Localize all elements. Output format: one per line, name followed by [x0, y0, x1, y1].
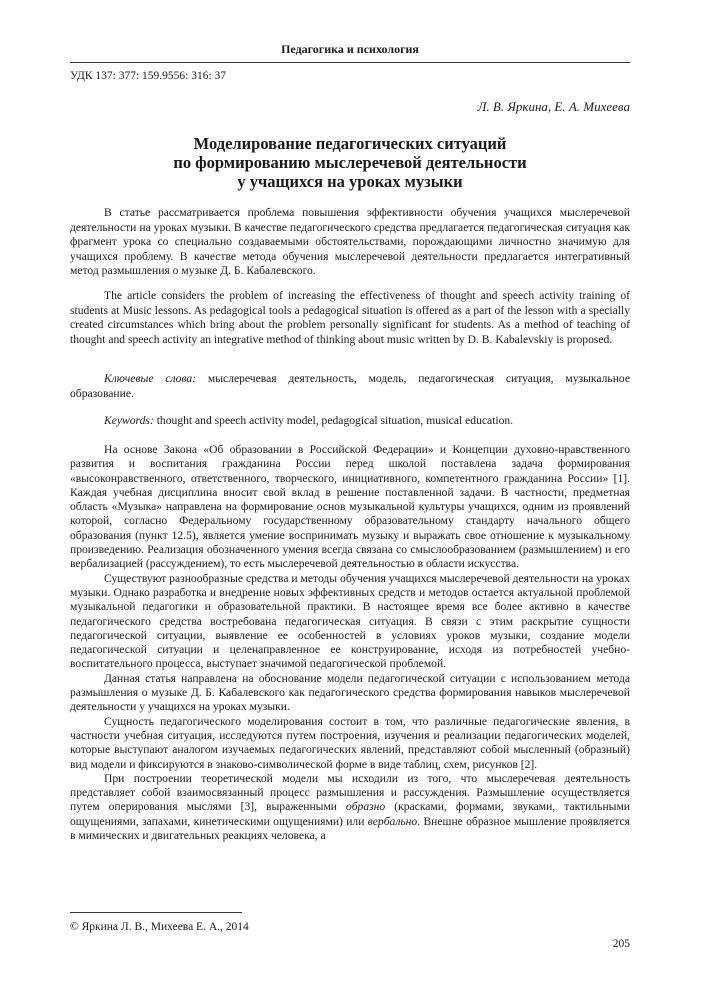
authors: Л. В. Яркина, Е. А. Михеева: [477, 99, 630, 114]
copyright-note: © Яркина Л. В., Михеева Е. А., 2014: [70, 921, 249, 933]
keywords-label: Keywords:: [104, 414, 154, 427]
text-run: При построении теоретической модели мы исходили из того, что мыслеречевая деятельность представляет собой взаимосвязанный процесс размышления и рассуждения. Размышление осуществляется путем оперирования мыслями [3], выраженными: [70, 771, 630, 814]
abstract-english: The article considers the problem of increasing the effectiveness of thought and speech activity training of students at Music lessons. As pedagogical tools a pedagogical situation is offered as a part of the lesson with a specially created circumstances which bring about the problem personally significant for students. As a method of teaching of thought and speech activity an integrative method of thinking about music written by D. B. Kabalevskiy is proposed.: [70, 289, 630, 346]
title-line: Моделирование педагогических ситуаций: [193, 134, 507, 153]
emphasis: образно: [346, 800, 386, 814]
keywords-english: [70, 414, 630, 429]
body-paragraph: [70, 772, 630, 843]
keywords-label: Ключевые слова:: [104, 372, 197, 385]
text-run: (красками, формами, звуками, тактильными ощущениями, запахами, кинетическими ощущениями) или: [70, 800, 630, 828]
abstract-russian: В статье рассматривается проблема повышения эффективности обучения учащихся мыслеречевой деятельности на уроках музыки. В качестве педагогического средства предлагается педагогическая ситуация как фрагмент урока со специально создаваемыми обстоятельствами, порождающими личностно значимую для учащихся проблему. В качестве метода обучения мыслеречевой деятельности предлагается интегративный метод размышления о музыке Д. Б. Кабалевского.: [70, 206, 630, 277]
udc-code: УДК 137: 377: 159.9556: 316: 37: [70, 70, 227, 82]
keywords-text: мыслеречевая деятельность, модель, педагогическая ситуация, музыкальное образование.: [70, 372, 630, 400]
body-paragraph: Данная статья направлена на обоснование модели педагогической ситуации с использованием метода размышления о музыке Д. Б. Кабалевского как педагогического средства формирования навыков мыслеречевой деятельности у учащихся на уроках музыки.: [70, 671, 630, 714]
text-run: . Внешне образное мышление проявляется в мимических и двигательных реакциях человека, а: [70, 814, 630, 843]
body-paragraph: Существуют разнообразные средства и методы обучения учащихся мыслеречевой деятельности на уроках музыки. Однако разработка и внедрение новых эффективных средств и методов остается актуальной проблемой музыкальной педагогики и образовательной практики. В настоящее время все более активно в качестве педагогического средства востребована педагогическая ситуация. В связи с этим раскрытие сущности педагогической ситуации, выявление ее особенностей в условиях уроков музыки, создание модели педагогической ситуации и целенаправленное ее конструирование, исходя из потребностей учебно-воспитательного процесса, выступает значимой педагогической проблемой.: [70, 571, 630, 671]
title-line: у учащихся на уроках музыки: [237, 172, 463, 191]
keywords-russian: [70, 372, 630, 401]
article-page: [70, 0, 630, 1003]
running-head: Педагогика и психология: [281, 42, 419, 56]
keywords-text: thought and speech activity model, pedagogical situation, musical education.: [153, 414, 514, 427]
emphasis: вербально: [367, 814, 418, 828]
footnote-rule: [70, 912, 242, 913]
body-paragraph: Сущность педагогического моделирования состоит в том, что различные педагогические явления, в частности учебная ситуация, исследуются путем построения, изучения и реализации педагогических моделей, которые выступают аналогом изучаемых педагогических явлений, представляют собой мысленный (образный) вид модели и фиксируются в знаково-символической форме в виде таблиц, схем, рисунков [2].: [70, 714, 630, 771]
article-body: [70, 443, 630, 843]
page-number: 205: [612, 938, 630, 950]
header-rule: [70, 62, 630, 63]
body-paragraph: На основе Закона «Об образовании в Российской Федерации» и Концепции духовно-нравственного развития и воспитания гражданина России перед школой поставлена задача формирования «высоконравственного, ответственного, творческого, инициативного, компетентного гражданина России» [1]. Каждая учебная дисциплина вносит свой вклад в решение поставленной задачи. В частности, предметная область «Музыка» направлена на формирование основ музыкальной культуры учащихся, одним из проявлений которой, согласно Федеральному государственному образовательному стандарту начального общего образования (пункт 12.5), является умение воспринимать музыку и выражать свое отношение к музыкальному произведению. Реализация обозначенного умения всегда связана со смыслообразованием (размышлением) и его вербализацией (рассуждением), то есть мыслеречевой деятельностью в области искусства.: [70, 443, 630, 571]
article-title: [70, 134, 630, 191]
title-line: по формированию мыслеречевой деятельности: [173, 153, 527, 172]
